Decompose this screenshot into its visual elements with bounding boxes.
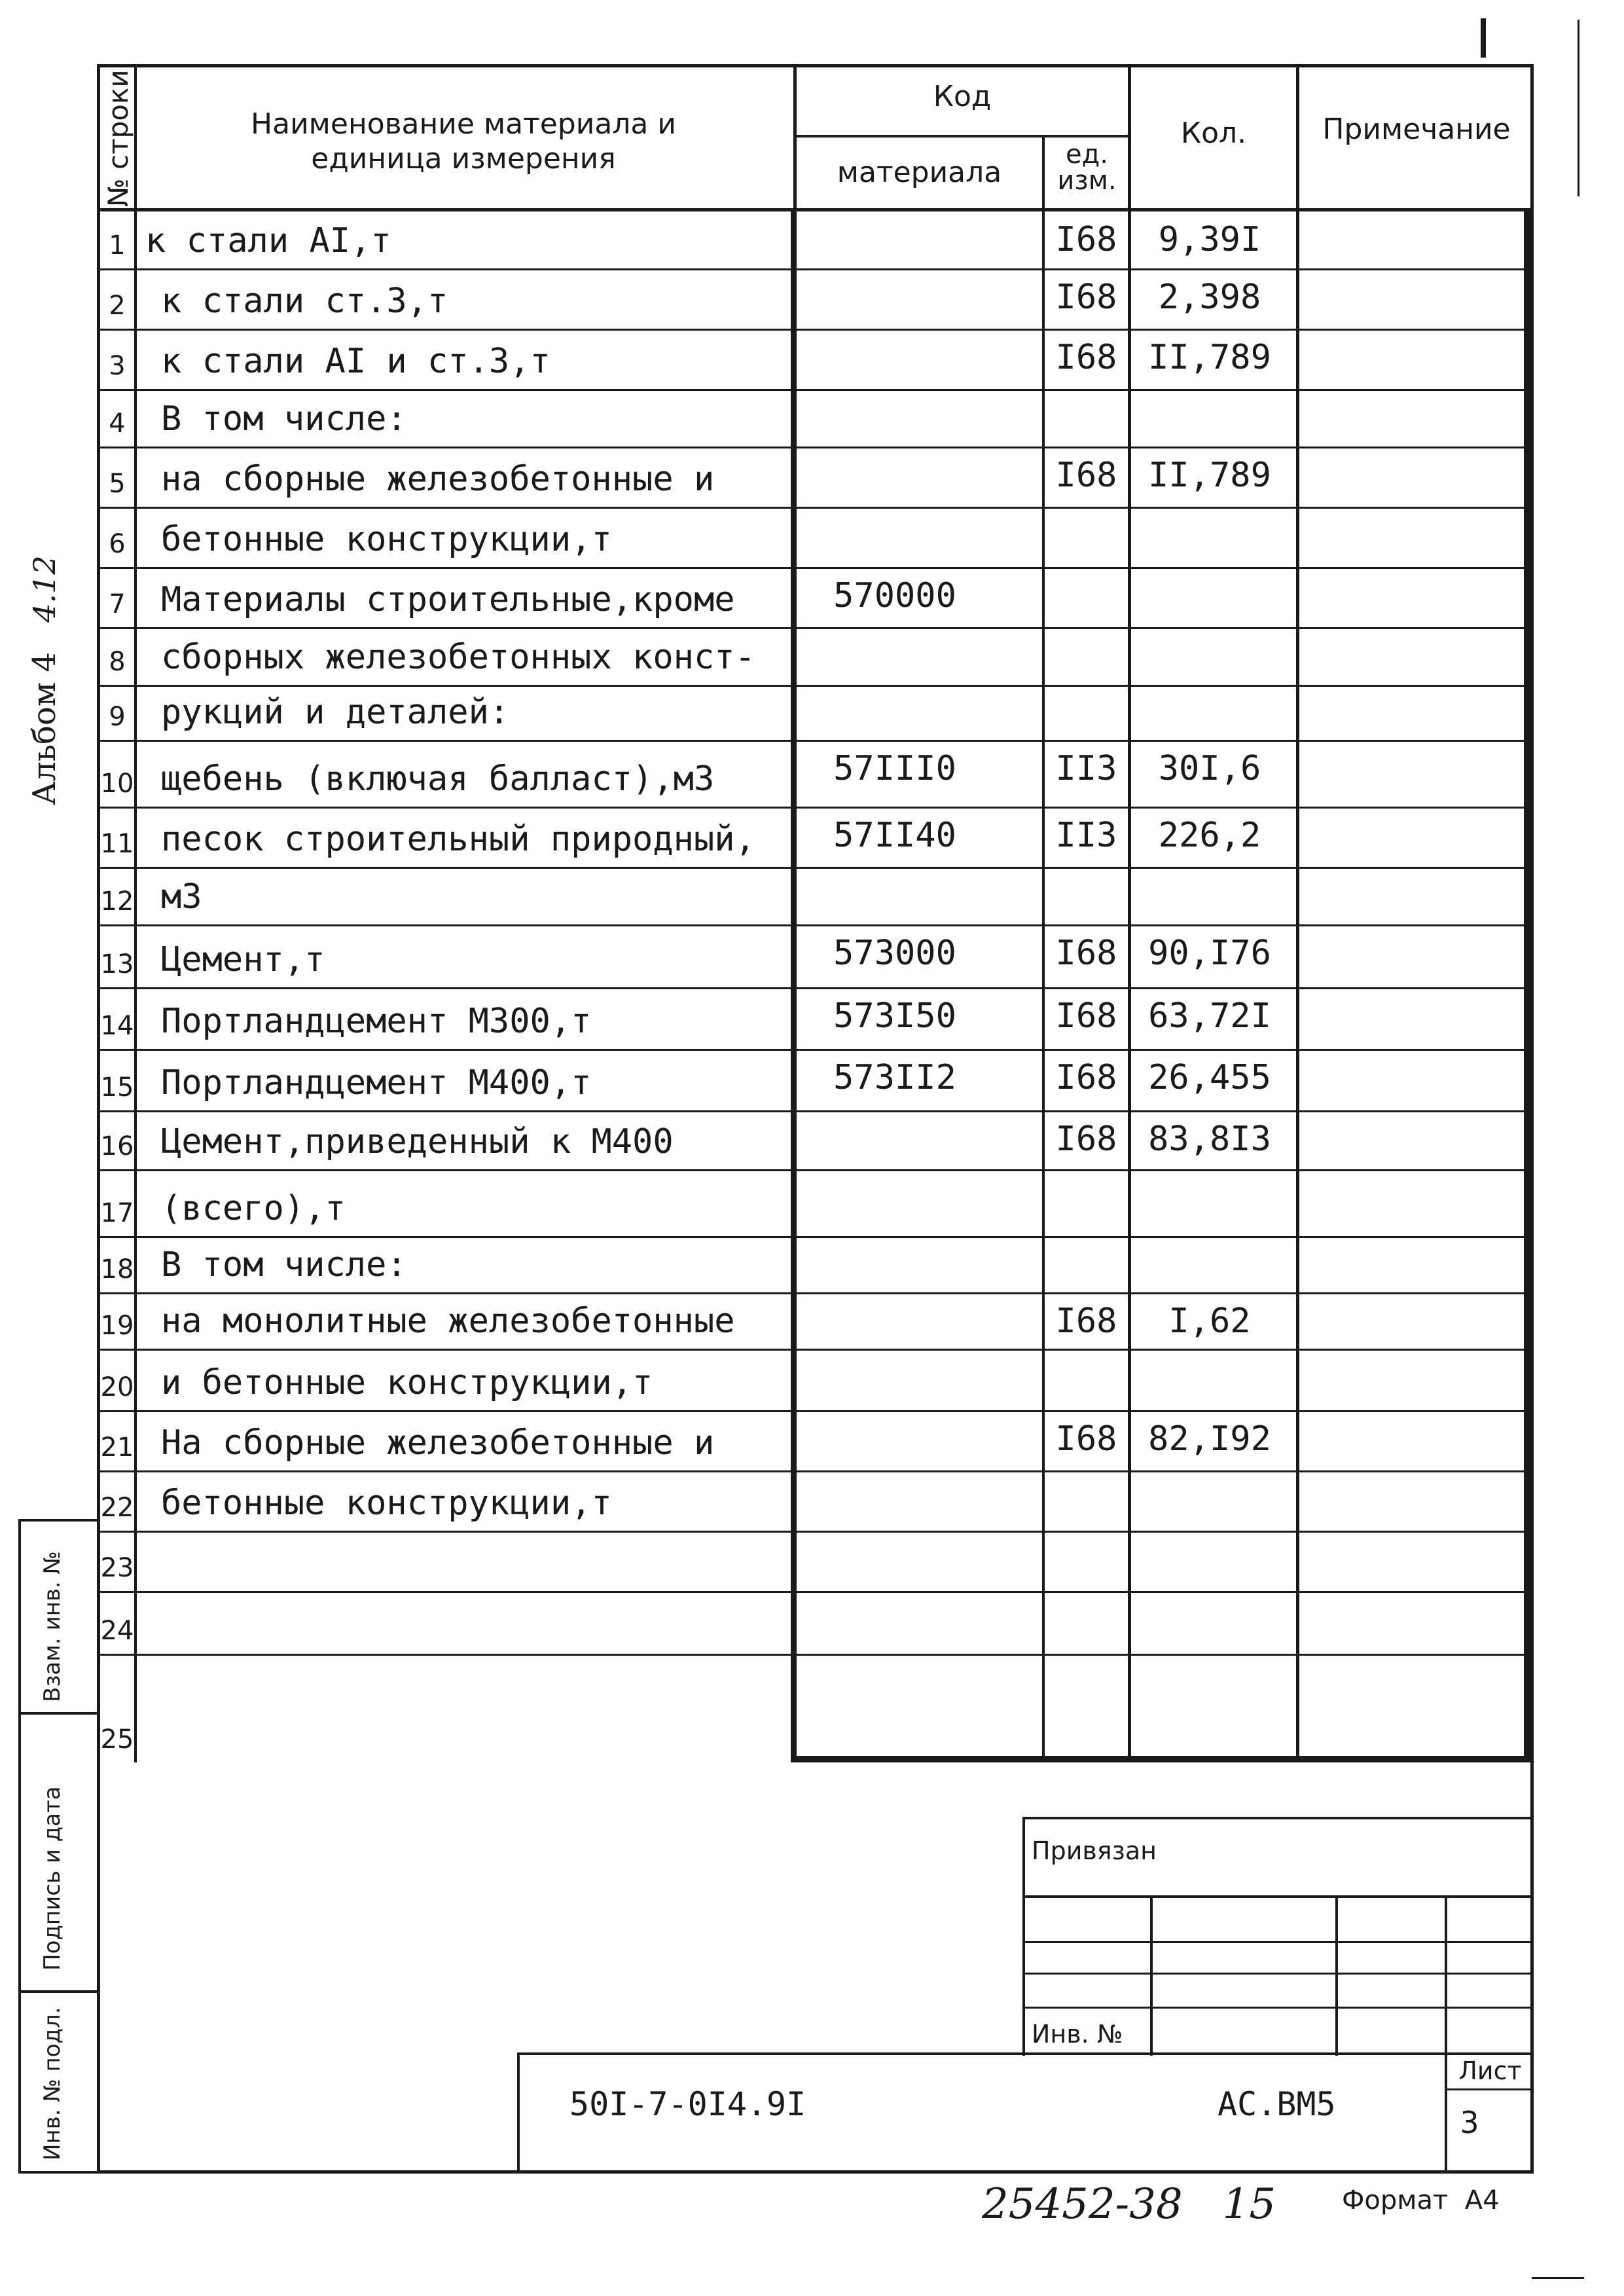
row-unit-code: I68	[1055, 934, 1117, 973]
binding-strip-bottom	[18, 2171, 97, 2174]
row-note	[1299, 329, 1524, 389]
row-unit-code: II3	[1055, 749, 1117, 788]
album-label-text: Альбом 4	[26, 652, 63, 805]
header-divider-material	[1042, 136, 1045, 211]
main-stamp-left	[517, 2052, 520, 2174]
row-material-code: 57II40	[833, 816, 956, 855]
row-material-code: 573I50	[833, 996, 956, 1036]
row-note	[1299, 1591, 1524, 1654]
sheet-value: 3	[1460, 2105, 1479, 2140]
header-code-subline	[793, 135, 1131, 137]
row-number: 11	[100, 829, 134, 859]
format-label: Формат А4	[1342, 2185, 1500, 2215]
row-qty: 82,I92	[1148, 1419, 1271, 1459]
table-row	[97, 1169, 1534, 1236]
row-number: 15	[100, 1072, 134, 1102]
row-unit-code: I68	[1055, 1058, 1117, 1097]
side-label-inv-podl: Инв. № подл.	[39, 2007, 65, 2160]
table-body	[97, 211, 1534, 1762]
header-note: Примечание	[1322, 113, 1511, 146]
row-note	[1299, 507, 1524, 567]
header-qty: Кол.	[1180, 117, 1247, 150]
row-number: 12	[100, 886, 134, 917]
row-note	[1299, 1654, 1524, 1762]
table-row	[97, 329, 1534, 389]
table-row	[97, 627, 1534, 685]
row-name: рукций и деталей:	[161, 693, 510, 732]
side-label-vzam: Взам. инв. №	[39, 1551, 65, 1702]
row-number: 16	[100, 1131, 134, 1161]
row-note	[1299, 211, 1524, 268]
privyazan-line-1	[1022, 1895, 1534, 1898]
row-unit-code: I68	[1055, 1419, 1117, 1459]
row-qty: II,789	[1148, 338, 1271, 377]
binding-strip-sep-1	[18, 1712, 97, 1715]
row-note	[1299, 1531, 1524, 1591]
row-number: 6	[109, 529, 126, 559]
row-name: к стали AI и ст.3,т	[161, 342, 550, 381]
row-unit-code: I68	[1055, 338, 1117, 377]
table-row	[97, 211, 1534, 268]
bottom-right-mark	[1532, 2277, 1584, 2279]
table-row	[97, 268, 1534, 329]
row-name: к стали AI,т	[145, 221, 391, 261]
row-unit-code: I68	[1055, 996, 1117, 1036]
table-row	[97, 1049, 1534, 1110]
privyazan-col-1	[1150, 1895, 1153, 2056]
table-row	[97, 685, 1534, 740]
row-note	[1299, 627, 1524, 685]
row-number: 10	[100, 769, 134, 799]
table-row	[97, 740, 1534, 807]
row-note	[1299, 268, 1524, 329]
row-qty: II,789	[1148, 456, 1271, 495]
table-row	[97, 389, 1534, 446]
row-note	[1299, 1049, 1524, 1110]
row-number: 18	[100, 1254, 134, 1285]
row-name: Портландцемент М300,т	[161, 1002, 592, 1041]
row-note	[1299, 1292, 1524, 1349]
row-note	[1299, 1169, 1524, 1236]
row-number: 25	[100, 1724, 134, 1755]
footer-handwritten-number: 25452-38 15	[982, 2180, 1276, 2229]
table-row	[97, 807, 1534, 867]
privyazan-line-2	[1022, 1941, 1534, 1943]
binding-strip-line	[18, 1519, 21, 2174]
row-qty: 90,I76	[1148, 934, 1271, 973]
privyazan-left	[1022, 1817, 1025, 2056]
row-note	[1299, 867, 1524, 924]
sheet-label-line	[1445, 2088, 1534, 2090]
row-unit-code: I68	[1055, 456, 1117, 495]
row-number: 17	[100, 1198, 134, 1228]
row-number: 23	[100, 1553, 134, 1583]
row-qty: 226,2	[1158, 816, 1261, 855]
sheet-label: Лист	[1458, 2056, 1522, 2085]
table-row	[97, 1531, 1534, 1591]
row-name: на сборные железобетонные и	[161, 460, 715, 499]
row-number: 24	[100, 1616, 134, 1646]
row-qty: I,62	[1168, 1302, 1251, 1341]
row-name: Цемент,приведенный к М400	[161, 1122, 674, 1161]
title-block-main	[517, 2052, 1534, 2174]
row-name: на монолитные железобетонные	[161, 1302, 735, 1341]
row-number: 3	[109, 351, 126, 381]
row-name: На сборные железобетонные и	[161, 1423, 715, 1463]
header-divider-num	[134, 64, 137, 211]
privyazan-col-2	[1335, 1895, 1338, 2056]
row-name: песок строительный природный,	[161, 820, 755, 859]
table-row	[97, 1591, 1534, 1654]
row-number: 21	[100, 1432, 134, 1463]
row-number: 13	[100, 949, 134, 979]
right-edge-mark	[1578, 20, 1579, 196]
binding-strip-sep-2	[18, 1990, 97, 1993]
row-material-code: 573II2	[833, 1058, 956, 1097]
row-number: 19	[100, 1311, 134, 1341]
row-unit-code: II3	[1055, 816, 1117, 855]
table-header	[97, 64, 1534, 211]
row-number: 2	[109, 291, 126, 321]
binding-strip-top	[18, 1519, 97, 1522]
row-qty: 30I,6	[1158, 749, 1261, 788]
row-unit-code: I68	[1055, 1302, 1117, 1341]
privyazan-line-4	[1022, 2007, 1534, 2009]
table-row	[97, 567, 1534, 627]
row-name: Материалы строительные,кроме	[161, 580, 735, 619]
row-note	[1299, 924, 1524, 987]
row-note	[1299, 807, 1524, 867]
row-note	[1299, 740, 1524, 807]
row-name: В том числе:	[161, 1245, 407, 1285]
row-note	[1299, 685, 1524, 740]
header-code-unit: ед. изм.	[1057, 139, 1117, 196]
row-name: Портландцемент М400,т	[161, 1063, 592, 1102]
row-note	[1299, 987, 1524, 1049]
table-row	[97, 1410, 1534, 1470]
row-number: 4	[109, 409, 126, 439]
row-note	[1299, 1236, 1524, 1292]
table-row	[97, 446, 1534, 507]
row-note	[1299, 1410, 1524, 1470]
row-number: 1	[109, 230, 126, 261]
album-handwritten: 4.12	[27, 555, 62, 623]
row-number: 14	[100, 1011, 134, 1041]
table-row	[97, 924, 1534, 987]
table-row	[97, 507, 1534, 567]
row-name: к стали ст.3,т	[161, 282, 448, 321]
row-name: Цемент,т	[161, 940, 325, 979]
privyazan-top	[1022, 1817, 1534, 1819]
row-number: 22	[100, 1493, 134, 1523]
header-code-material: материала	[837, 156, 1002, 189]
row-number: 7	[109, 589, 126, 619]
row-name: м3	[161, 877, 202, 917]
row-material-code: 57III0	[833, 749, 956, 788]
top-corner-mark	[1481, 18, 1486, 58]
row-unit-code: I68	[1055, 278, 1117, 317]
row-material-code: 573000	[833, 934, 956, 973]
row-qty: 9,39I	[1158, 220, 1261, 259]
row-number: 20	[100, 1372, 134, 1402]
row-note	[1299, 1110, 1524, 1169]
table-row	[97, 1292, 1534, 1349]
row-name: бетонные конструкции,т	[161, 520, 612, 559]
album-label	[26, 555, 63, 805]
row-unit-code: I68	[1055, 1120, 1117, 1159]
table-row	[97, 1349, 1534, 1410]
table-row	[97, 987, 1534, 1049]
row-number: 5	[109, 469, 126, 499]
row-name: В том числе:	[161, 399, 407, 439]
doc-number: 50I-7-0I4.9I	[569, 2085, 806, 2123]
row-note	[1299, 567, 1524, 627]
row-name: и бетонные конструкции,т	[161, 1363, 653, 1402]
row-unit-code: I68	[1055, 220, 1117, 259]
row-name: сборных железобетонных конст-	[161, 638, 755, 677]
row-qty: 83,8I3	[1148, 1120, 1271, 1159]
row-material-code: 570000	[833, 576, 956, 615]
privyazan-label: Привязан	[1032, 1836, 1157, 1865]
row-note	[1299, 389, 1524, 446]
header-code: Код	[933, 80, 992, 113]
header-row-no: № строки	[102, 69, 134, 207]
row-number: 9	[109, 702, 126, 732]
row-number: 8	[109, 647, 126, 677]
row-note	[1299, 1349, 1524, 1410]
row-qty: 63,72I	[1148, 996, 1271, 1036]
table-row	[97, 1654, 1534, 1762]
doc-code: АС.ВМ5	[1218, 2085, 1336, 2123]
row-name: бетонные конструкции,т	[161, 1484, 612, 1523]
table-row	[97, 1470, 1534, 1531]
side-label-podpis: Подпись и дата	[39, 1786, 65, 1971]
table-row	[97, 1236, 1534, 1292]
row-qty: 2,398	[1158, 278, 1261, 317]
row-note	[1299, 446, 1524, 507]
main-stamp-top	[517, 2052, 1534, 2055]
privyazan-line-3	[1022, 1973, 1534, 1975]
row-qty: 26,455	[1148, 1058, 1271, 1097]
row-note	[1299, 1470, 1524, 1531]
row-name: щебень (включая балласт),м3	[161, 759, 715, 799]
table-row	[97, 1110, 1534, 1169]
inv-no-label: Инв. №	[1032, 2020, 1123, 2049]
table-row	[97, 867, 1534, 924]
row-name: (всего),т	[161, 1189, 346, 1228]
header-name: Наименование материала и единица измерения	[251, 107, 676, 175]
